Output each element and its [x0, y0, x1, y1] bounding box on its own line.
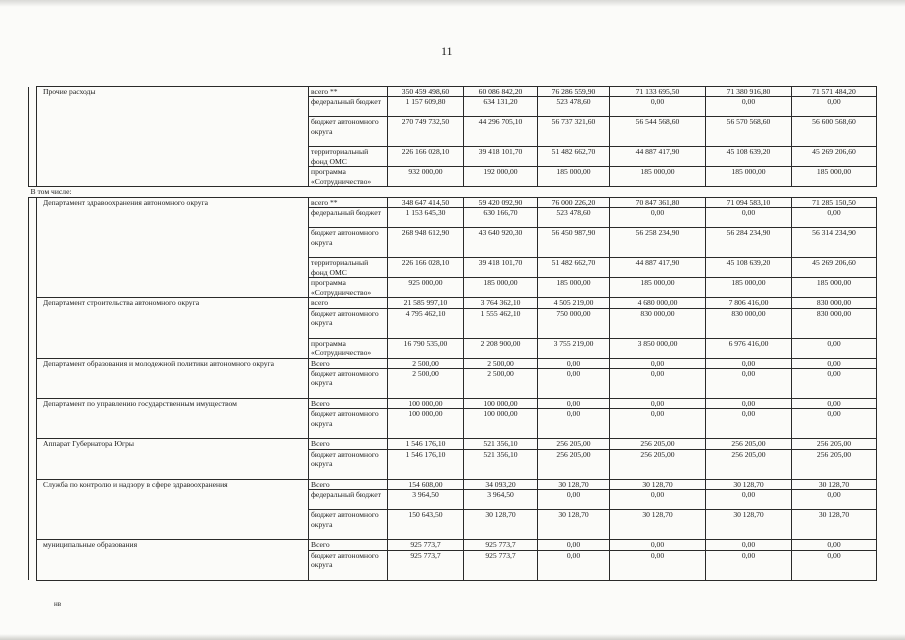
amount-cell: 1 153 645,30	[388, 208, 464, 228]
amount-cell: 154 608,00	[388, 479, 464, 489]
section-header-row	[29, 187, 877, 197]
amount-cell: 3 764 362,10	[464, 298, 538, 308]
amount-cell: 71 285 150,50	[792, 197, 877, 207]
row-name: муниципальные образования	[37, 540, 309, 580]
amount-cell: 192 000,00	[464, 167, 538, 187]
amount-cell: 185 000,00	[792, 278, 877, 298]
amount-cell: 0,00	[610, 369, 706, 399]
amount-cell: 1 546 176,10	[388, 449, 464, 479]
funding-source: территориальный фонд ОМС	[309, 258, 388, 278]
amount-cell: 521 356,10	[464, 449, 538, 479]
amount-cell: 0,00	[610, 97, 706, 117]
amount-cell: 51 482 662,70	[538, 147, 610, 167]
amount-cell: 523 478,60	[538, 208, 610, 228]
amount-cell: 0,00	[792, 369, 877, 399]
amount-cell: 634 131,20	[464, 97, 538, 117]
funding-source: всего	[309, 298, 388, 308]
amount-cell: 0,00	[610, 540, 706, 550]
section-header: В том числе:	[29, 187, 877, 197]
amount-cell: 16 790 535,00	[388, 338, 464, 358]
amount-cell: 0,00	[792, 409, 877, 439]
amount-cell: 0,00	[706, 490, 792, 510]
amount-cell: 39 418 101,70	[464, 258, 538, 278]
funding-source: бюджет автономного округа	[309, 449, 388, 479]
funding-source: Всего	[309, 540, 388, 550]
amount-cell: 30 128,70	[792, 479, 877, 489]
amount-cell: 0,00	[792, 550, 877, 580]
amount-cell: 71 571 484,20	[792, 87, 877, 97]
row-name: Департамент образования и молодежной политики автономного округа	[37, 358, 309, 398]
row-name: Департамент здравоохранения автономного округа	[37, 197, 309, 297]
amount-cell: 4 505 219,00	[538, 298, 610, 308]
amount-cell: 1 546 176,10	[388, 439, 464, 449]
amount-cell: 60 086 842,20	[464, 87, 538, 97]
footer-mark: нв	[54, 600, 62, 608]
amount-cell: 4 795 462,10	[388, 308, 464, 338]
funding-source: Всего	[309, 479, 388, 489]
amount-cell: 256 205,00	[538, 439, 610, 449]
amount-cell: 45 108 639,20	[706, 147, 792, 167]
amount-cell: 185 000,00	[538, 278, 610, 298]
amount-cell: 34 093,20	[464, 479, 538, 489]
amount-cell: 0,00	[706, 550, 792, 580]
amount-cell: 925 773,7	[388, 550, 464, 580]
amount-cell: 925 773,7	[464, 550, 538, 580]
margin-cell	[29, 197, 37, 297]
funding-source: бюджет автономного округа	[309, 550, 388, 580]
table-row	[29, 540, 877, 550]
amount-cell: 0,00	[538, 358, 610, 368]
funding-source: всего **	[309, 87, 388, 97]
amount-cell: 750 000,00	[538, 308, 610, 338]
amount-cell: 0,00	[610, 409, 706, 439]
amount-cell: 45 108 639,20	[706, 258, 792, 278]
amount-cell: 51 482 662,70	[538, 258, 610, 278]
amount-cell: 30 128,70	[538, 479, 610, 489]
amount-cell: 0,00	[538, 550, 610, 580]
amount-cell: 7 806 416,00	[706, 298, 792, 308]
amount-cell: 56 450 987,90	[538, 228, 610, 258]
amount-cell: 44 296 705,10	[464, 117, 538, 147]
margin-cell	[29, 298, 37, 358]
amount-cell: 521 356,10	[464, 439, 538, 449]
funding-source: программа «Сотрудничество»	[309, 278, 388, 298]
amount-cell: 350 459 498,60	[388, 87, 464, 97]
table-row	[29, 197, 877, 207]
amount-cell: 100 000,00	[464, 409, 538, 439]
amount-cell: 45 269 206,60	[792, 147, 877, 167]
funding-source: бюджет автономного округа	[309, 369, 388, 399]
amount-cell: 0,00	[792, 208, 877, 228]
amount-cell: 56 544 568,60	[610, 117, 706, 147]
funding-source: программа «Сотрудничество»	[309, 338, 388, 358]
amount-cell: 0,00	[706, 97, 792, 117]
amount-cell: 56 258 234,90	[610, 228, 706, 258]
amount-cell: 0,00	[610, 399, 706, 409]
amount-cell: 0,00	[706, 540, 792, 550]
amount-cell: 185 000,00	[706, 167, 792, 187]
amount-cell: 0,00	[792, 338, 877, 358]
amount-cell: 256 205,00	[706, 439, 792, 449]
amount-cell: 2 500,00	[464, 358, 538, 368]
amount-cell: 0,00	[792, 399, 877, 409]
amount-cell: 925 000,00	[388, 278, 464, 298]
amount-cell: 925 773,7	[388, 540, 464, 550]
amount-cell: 71 380 916,80	[706, 87, 792, 97]
table-row	[29, 298, 877, 308]
amount-cell: 830 000,00	[792, 298, 877, 308]
funding-source: бюджет автономного округа	[309, 510, 388, 540]
amount-cell: 44 887 417,90	[610, 147, 706, 167]
amount-cell: 2 208 900,00	[464, 338, 538, 358]
amount-cell: 830 000,00	[706, 308, 792, 338]
amount-cell: 30 128,70	[610, 479, 706, 489]
row-name: Прочие расходы	[37, 87, 309, 187]
amount-cell: 6 976 416,00	[706, 338, 792, 358]
funding-source: федеральный бюджет	[309, 208, 388, 228]
amount-cell: 0,00	[538, 490, 610, 510]
amount-cell: 0,00	[610, 550, 706, 580]
row-name: Аппарат Губернатора Югры	[37, 439, 309, 479]
amount-cell: 226 166 028,10	[388, 147, 464, 167]
funding-source: федеральный бюджет	[309, 97, 388, 117]
amount-cell: 256 205,00	[610, 439, 706, 449]
amount-cell: 100 000,00	[464, 399, 538, 409]
amount-cell: 0,00	[706, 369, 792, 399]
amount-cell: 30 128,70	[706, 479, 792, 489]
amount-cell: 45 269 206,60	[792, 258, 877, 278]
amount-cell: 44 887 417,90	[610, 258, 706, 278]
amount-cell: 71 094 583,10	[706, 197, 792, 207]
page-number: 11	[441, 44, 453, 58]
amount-cell: 185 000,00	[610, 278, 706, 298]
table-row	[29, 439, 877, 449]
amount-cell: 0,00	[610, 208, 706, 228]
amount-cell: 226 166 028,10	[388, 258, 464, 278]
amount-cell: 56 314 234,90	[792, 228, 877, 258]
margin-cell	[29, 439, 37, 479]
amount-cell: 932 000,00	[388, 167, 464, 187]
amount-cell: 4 680 000,00	[610, 298, 706, 308]
amount-cell: 523 478,60	[538, 97, 610, 117]
amount-cell: 76 286 559,90	[538, 87, 610, 97]
amount-cell: 0,00	[610, 490, 706, 510]
funding-source: федеральный бюджет	[309, 490, 388, 510]
margin-cell	[29, 479, 37, 539]
budget-table	[28, 86, 877, 581]
margin-cell	[29, 87, 37, 187]
funding-source: бюджет автономного округа	[309, 117, 388, 147]
amount-cell: 256 205,00	[538, 449, 610, 479]
amount-cell: 0,00	[706, 399, 792, 409]
funding-source: территориальный фонд ОМС	[309, 147, 388, 167]
amount-cell: 268 948 612,90	[388, 228, 464, 258]
funding-source: бюджет автономного округа	[309, 228, 388, 258]
amount-cell: 71 133 695,50	[610, 87, 706, 97]
amount-cell: 0,00	[706, 208, 792, 228]
funding-source: Всего	[309, 399, 388, 409]
amount-cell: 150 643,50	[388, 510, 464, 540]
amount-cell: 830 000,00	[610, 308, 706, 338]
amount-cell: 185 000,00	[706, 278, 792, 298]
amount-cell: 256 205,00	[792, 439, 877, 449]
amount-cell: 1 555 462,10	[464, 308, 538, 338]
amount-cell: 0,00	[538, 409, 610, 439]
amount-cell: 39 418 101,70	[464, 147, 538, 167]
amount-cell: 100 000,00	[388, 409, 464, 439]
amount-cell: 2 500,00	[464, 369, 538, 399]
funding-source: программа «Сотрудничество»	[309, 167, 388, 187]
amount-cell: 0,00	[538, 369, 610, 399]
table-body	[29, 87, 877, 581]
amount-cell: 256 205,00	[792, 449, 877, 479]
amount-cell: 30 128,70	[706, 510, 792, 540]
amount-cell: 256 205,00	[610, 449, 706, 479]
amount-cell: 1 157 609,80	[388, 97, 464, 117]
amount-cell: 0,00	[706, 409, 792, 439]
amount-cell: 2 500,00	[388, 358, 464, 368]
amount-cell: 100 000,00	[388, 399, 464, 409]
amount-cell: 76 000 226,20	[538, 197, 610, 207]
amount-cell: 3 850 000,00	[610, 338, 706, 358]
amount-cell: 0,00	[538, 540, 610, 550]
amount-cell: 30 128,70	[610, 510, 706, 540]
amount-cell: 2 500,00	[388, 369, 464, 399]
table-row	[29, 399, 877, 409]
amount-cell: 56 600 568,60	[792, 117, 877, 147]
funding-source: всего **	[309, 197, 388, 207]
amount-cell: 185 000,00	[538, 167, 610, 187]
amount-cell: 185 000,00	[464, 278, 538, 298]
amount-cell: 30 128,70	[464, 510, 538, 540]
amount-cell: 21 585 997,10	[388, 298, 464, 308]
amount-cell: 0,00	[792, 358, 877, 368]
amount-cell: 3 755 219,00	[538, 338, 610, 358]
amount-cell: 3 964,50	[388, 490, 464, 510]
margin-cell	[29, 358, 37, 398]
amount-cell: 925 773,7	[464, 540, 538, 550]
margin-cell	[29, 399, 37, 439]
funding-source: Всего	[309, 439, 388, 449]
row-name: Служба по контролю и надзору в сфере здравоохранения	[37, 479, 309, 539]
table-row	[29, 358, 877, 368]
amount-cell: 43 640 920,30	[464, 228, 538, 258]
table-row	[29, 87, 877, 97]
amount-cell: 59 420 092,90	[464, 197, 538, 207]
amount-cell: 830 000,00	[792, 308, 877, 338]
amount-cell: 270 749 732,50	[388, 117, 464, 147]
amount-cell: 0,00	[538, 399, 610, 409]
amount-cell: 0,00	[706, 358, 792, 368]
funding-source: Всего	[309, 358, 388, 368]
amount-cell: 0,00	[792, 540, 877, 550]
amount-cell: 56 737 321,60	[538, 117, 610, 147]
amount-cell: 30 128,70	[792, 510, 877, 540]
table-row	[29, 479, 877, 489]
amount-cell: 0,00	[610, 358, 706, 368]
amount-cell: 256 205,00	[706, 449, 792, 479]
margin-cell	[29, 540, 37, 580]
amount-cell: 348 647 414,50	[388, 197, 464, 207]
amount-cell: 3 964,50	[464, 490, 538, 510]
amount-cell: 56 284 234,90	[706, 228, 792, 258]
amount-cell: 56 570 568,60	[706, 117, 792, 147]
funding-source: бюджет автономного округа	[309, 409, 388, 439]
row-name: Департамент по управлению государственным имуществом	[37, 399, 309, 439]
row-name: Департамент строительства автономного округа	[37, 298, 309, 358]
amount-cell: 30 128,70	[538, 510, 610, 540]
amount-cell: 70 847 361,80	[610, 197, 706, 207]
funding-source: бюджет автономного округа	[309, 308, 388, 338]
scan-edge-bottom	[0, 634, 905, 640]
amount-cell: 0,00	[792, 490, 877, 510]
amount-cell: 630 166,70	[464, 208, 538, 228]
amount-cell: 185 000,00	[792, 167, 877, 187]
scan-edge-top	[0, 0, 905, 7]
amount-cell: 185 000,00	[610, 167, 706, 187]
amount-cell: 0,00	[792, 97, 877, 117]
